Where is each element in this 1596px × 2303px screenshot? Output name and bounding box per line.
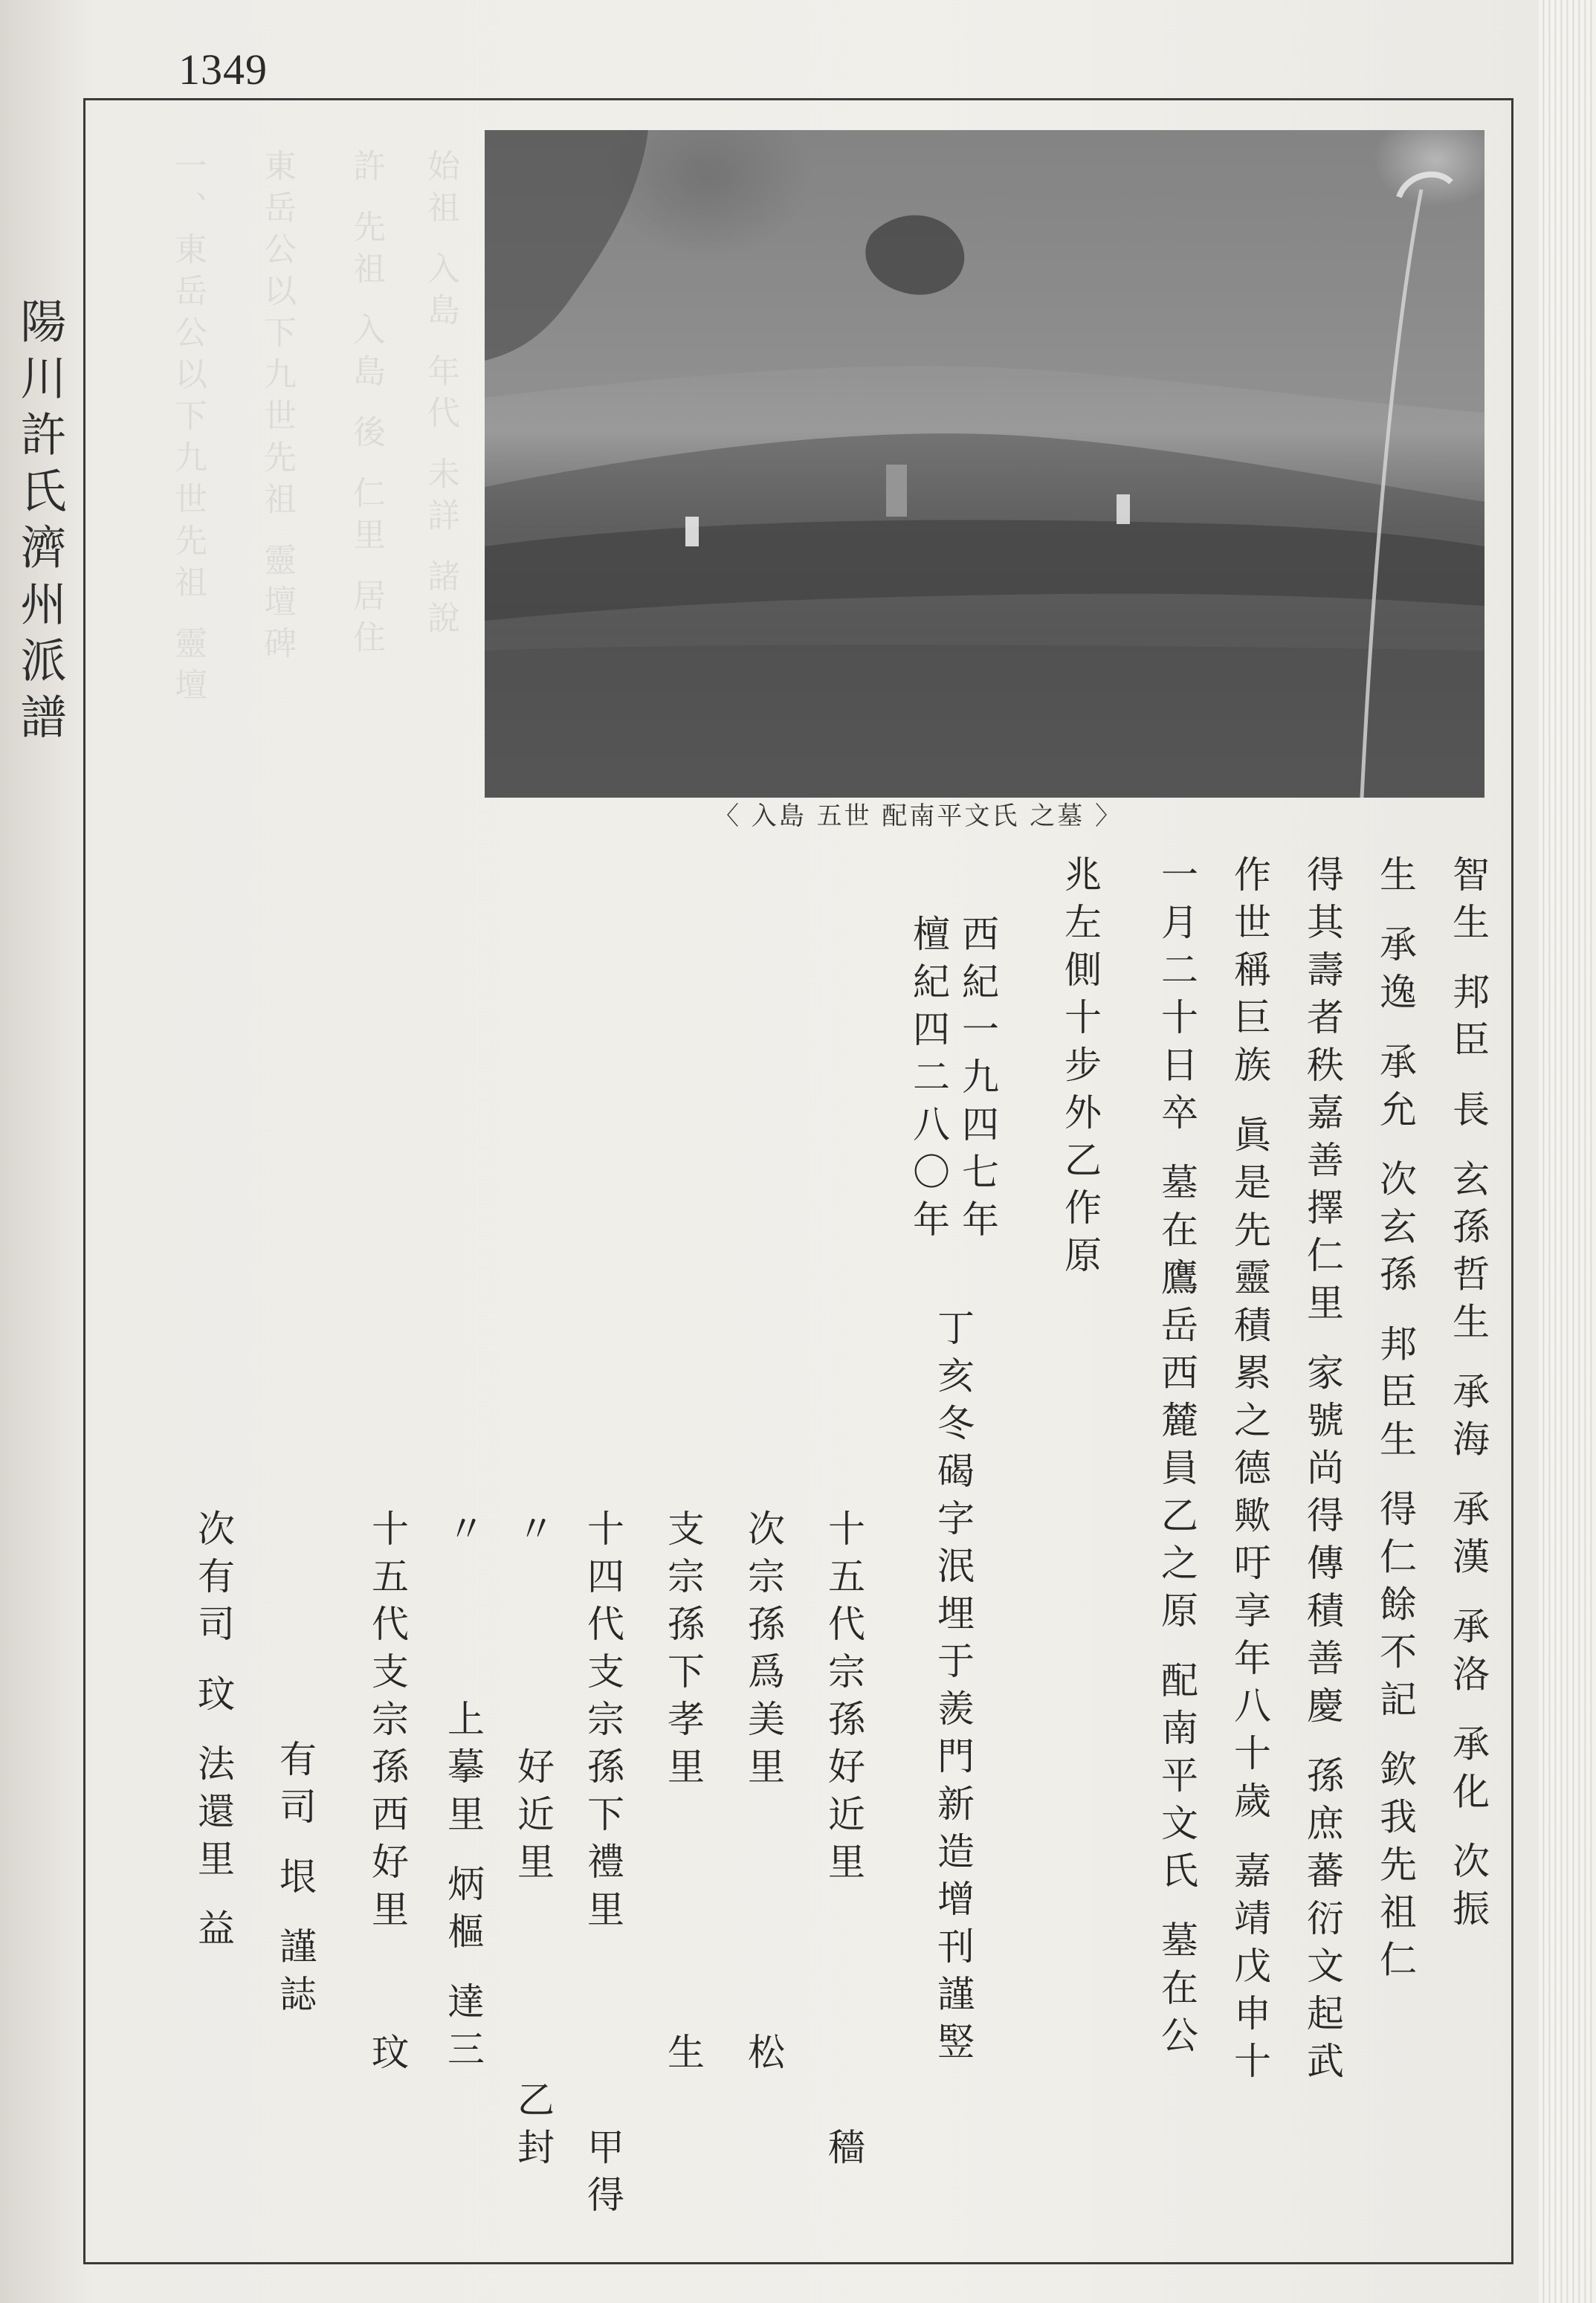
signatory-line: 十四代支宗孫下禮里 甲得 xyxy=(581,1509,624,2223)
page-edges xyxy=(1539,0,1596,2303)
bleed-through-text: 始祖 入島 年代 未詳 諸說 xyxy=(421,149,459,642)
photo-caption: 〈 入島 五世 配南平文氏 之墓 〉 xyxy=(714,801,1123,831)
date-text: 丁亥冬碣字泯埋于羨門新造增刊謹竪 xyxy=(931,1308,975,2070)
side-title: 陽川許氏濟州派譜 xyxy=(13,297,67,749)
inscription-column: 智生 邦臣 長 玄孫哲生 承海 承漢 承洛 承化 次振 xyxy=(1447,855,1490,1937)
page-number: 1349 xyxy=(178,45,268,94)
inscription-column: 得其壽者秩嘉善擇仁里 家號尚得傳積善慶 孫庶蕃衍文起武 xyxy=(1301,855,1344,2089)
date-western: 西紀一九四七年 xyxy=(956,914,999,1247)
bleed-through-text: 東岳公以下九世先祖 靈壇碑 xyxy=(258,149,296,668)
bleed-through-text: 一、東岳公以下九世先祖 靈壇 xyxy=(169,149,207,709)
bleed-through-text: 許 先祖 入島 後 仁里 居住 xyxy=(347,149,385,662)
signatory-line: 有司 垠 謹誌 xyxy=(274,1740,317,2022)
signatory-line: 十五代宗孫好近里 穡 xyxy=(822,1509,865,2175)
grave-photo-drawing xyxy=(485,130,1484,798)
grave-photo xyxy=(485,130,1484,798)
inscription-column: 生 承逸 承允 次玄孫 邦臣生 得仁餘不記 欽我先祖仁 xyxy=(1374,855,1417,1988)
date-dangi: 檀紀四二八〇年 xyxy=(907,914,950,1247)
signatory-line: 次有司 玟 法還里 益 xyxy=(192,1509,235,1957)
inscription-column: 兆左側十步外乙作原 xyxy=(1059,855,1102,1283)
signatory-line: 次宗孫爲美里 松 xyxy=(742,1509,785,2080)
signatory-line: 支宗孫下孝里 生 xyxy=(662,1509,705,2080)
signatory-line: 十五代支宗孫西好里 玟 xyxy=(366,1509,409,2080)
inscription-column: 作世稱巨族 眞是先靈積累之德歟吁享年八十歲 嘉靖戊申十 xyxy=(1228,855,1271,2089)
signatory-line: 〃 上摹里 炳樞 達三 xyxy=(442,1509,485,2077)
signatory-line: 〃 好近里 乙封 xyxy=(511,1509,555,2175)
inscription-column: 一月二十日卒 墓在鷹岳西麓員乙之原 配南平文氏 墓在公 xyxy=(1155,855,1198,2064)
